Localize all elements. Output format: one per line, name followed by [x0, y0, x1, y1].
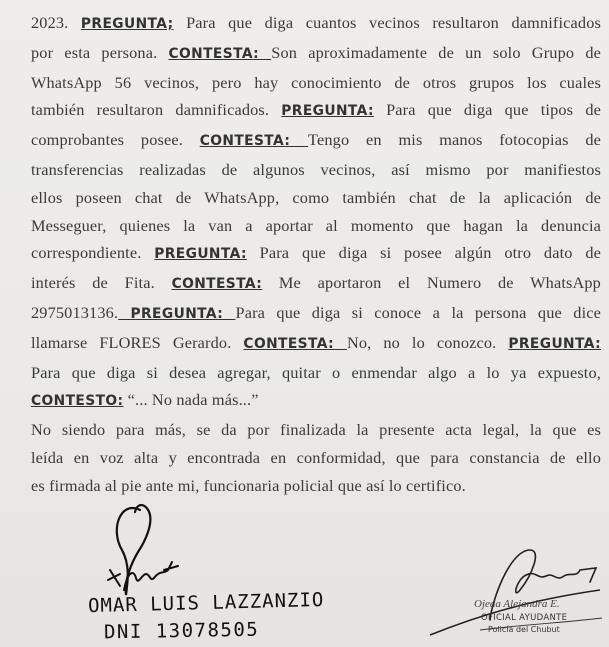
document-text-segment: correspondiente.	[31, 243, 155, 263]
document-text-segment: interés de Fita.	[31, 273, 172, 293]
document-line	[31, 126, 601, 156]
document-line	[31, 96, 601, 126]
question-answer-keyword: PREGUNTA;	[80, 16, 174, 32]
question-answer-keyword: CONTESTA:	[199, 133, 309, 150]
declarant-handwritten-name: OMAR LUIS LAZZANZIO	[87, 588, 325, 618]
document-text-segment: No, no lo conozco.	[346, 332, 509, 352]
document-line	[31, 69, 601, 97]
document-text-segment: WhatsApp 56 vecinos, pero hay conocimiento de otros grupos los cuales	[31, 72, 601, 92]
document-text-segment: también resultaron damnificados.	[31, 100, 282, 120]
document-text-segment: Para que diga si posee algún otro dato de	[246, 243, 601, 263]
document-text-segment: No siendo para más, se da por finalizada la presente acta legal, la que es	[31, 420, 601, 440]
document-text-segment: Me aportaron el Numero de WhatsApp	[262, 273, 601, 293]
document-text-segment: leída en voz alta y encontrada en conformidad, que para constancia de ello	[31, 447, 601, 467]
document-text-segment: Para que diga si desea agregar, quitar o enmendar algo a lo ya expuesto,	[31, 362, 601, 382]
document-line	[31, 444, 601, 472]
document-text-segment: “... No nada más...”	[123, 390, 259, 410]
document-line	[31, 359, 601, 387]
document-line	[31, 212, 601, 240]
question-answer-keyword: PREGUNTA:	[118, 305, 236, 322]
document-text-segment: 2975013136.	[31, 302, 119, 322]
document-line	[31, 239, 601, 269]
document-text-segment: Para que diga cuantos vecinos resultaron damnificados	[173, 13, 601, 32]
document-text-segment: Son aproximadamente de un solo Grupo de	[271, 42, 601, 62]
document-text-segment: ellos poseen chat de WhatsApp, como también chat de la aplicación de	[31, 187, 601, 207]
document-text-segment: Tengo en mis manos fotocopias de	[308, 130, 601, 150]
question-answer-keyword: CONTESTA:	[171, 276, 263, 293]
officer-name: Ojeda Alejandra E.	[474, 598, 560, 610]
document-text-segment: es firmada al pie ante mi, funcionaria policial que así lo certifico.	[31, 475, 466, 495]
document-text-segment: 2023.	[31, 13, 81, 32]
document-line	[31, 329, 601, 359]
document-text-segment: Para que diga si conoce a la persona que dice	[235, 302, 601, 322]
document-text-segment: comprobantes posee.	[31, 130, 200, 150]
document-line	[31, 416, 601, 444]
document-line	[31, 156, 601, 184]
question-answer-keyword: CONTESTA:	[243, 335, 347, 352]
document-text-segment: llamarse FLORES Gerardo.	[31, 332, 244, 352]
document-line	[31, 299, 601, 329]
officer-agency: Policía del Chubut	[488, 625, 560, 634]
document-line	[31, 269, 601, 299]
question-answer-keyword: PREGUNTA:	[281, 103, 374, 120]
document-line	[31, 386, 601, 416]
question-answer-keyword: PREGUNTA:	[508, 335, 601, 352]
document-text-segment: Para que diga que tipos de	[373, 100, 601, 120]
document-text-segment: Messeguer, quienes la van a aportar al momento que hagan la denuncia	[31, 215, 601, 235]
officer-rank: OFICIAL AYUDANTE	[481, 613, 568, 623]
question-answer-keyword: CONTESTA:	[168, 45, 272, 62]
question-answer-keyword: PREGUNTA:	[154, 246, 247, 263]
document-text-segment: transferencias realizadas de algunos vecinos, así mismo por manifiestos	[31, 159, 601, 179]
document-text-segment: por esta persona.	[31, 42, 169, 62]
question-answer-keyword: CONTESTO:	[31, 393, 124, 410]
document-body	[31, 9, 601, 500]
document-line	[31, 184, 601, 212]
document-line	[31, 39, 601, 69]
document-line	[31, 9, 601, 39]
declarant-handwritten-dni: DNI 13078505	[103, 618, 260, 644]
